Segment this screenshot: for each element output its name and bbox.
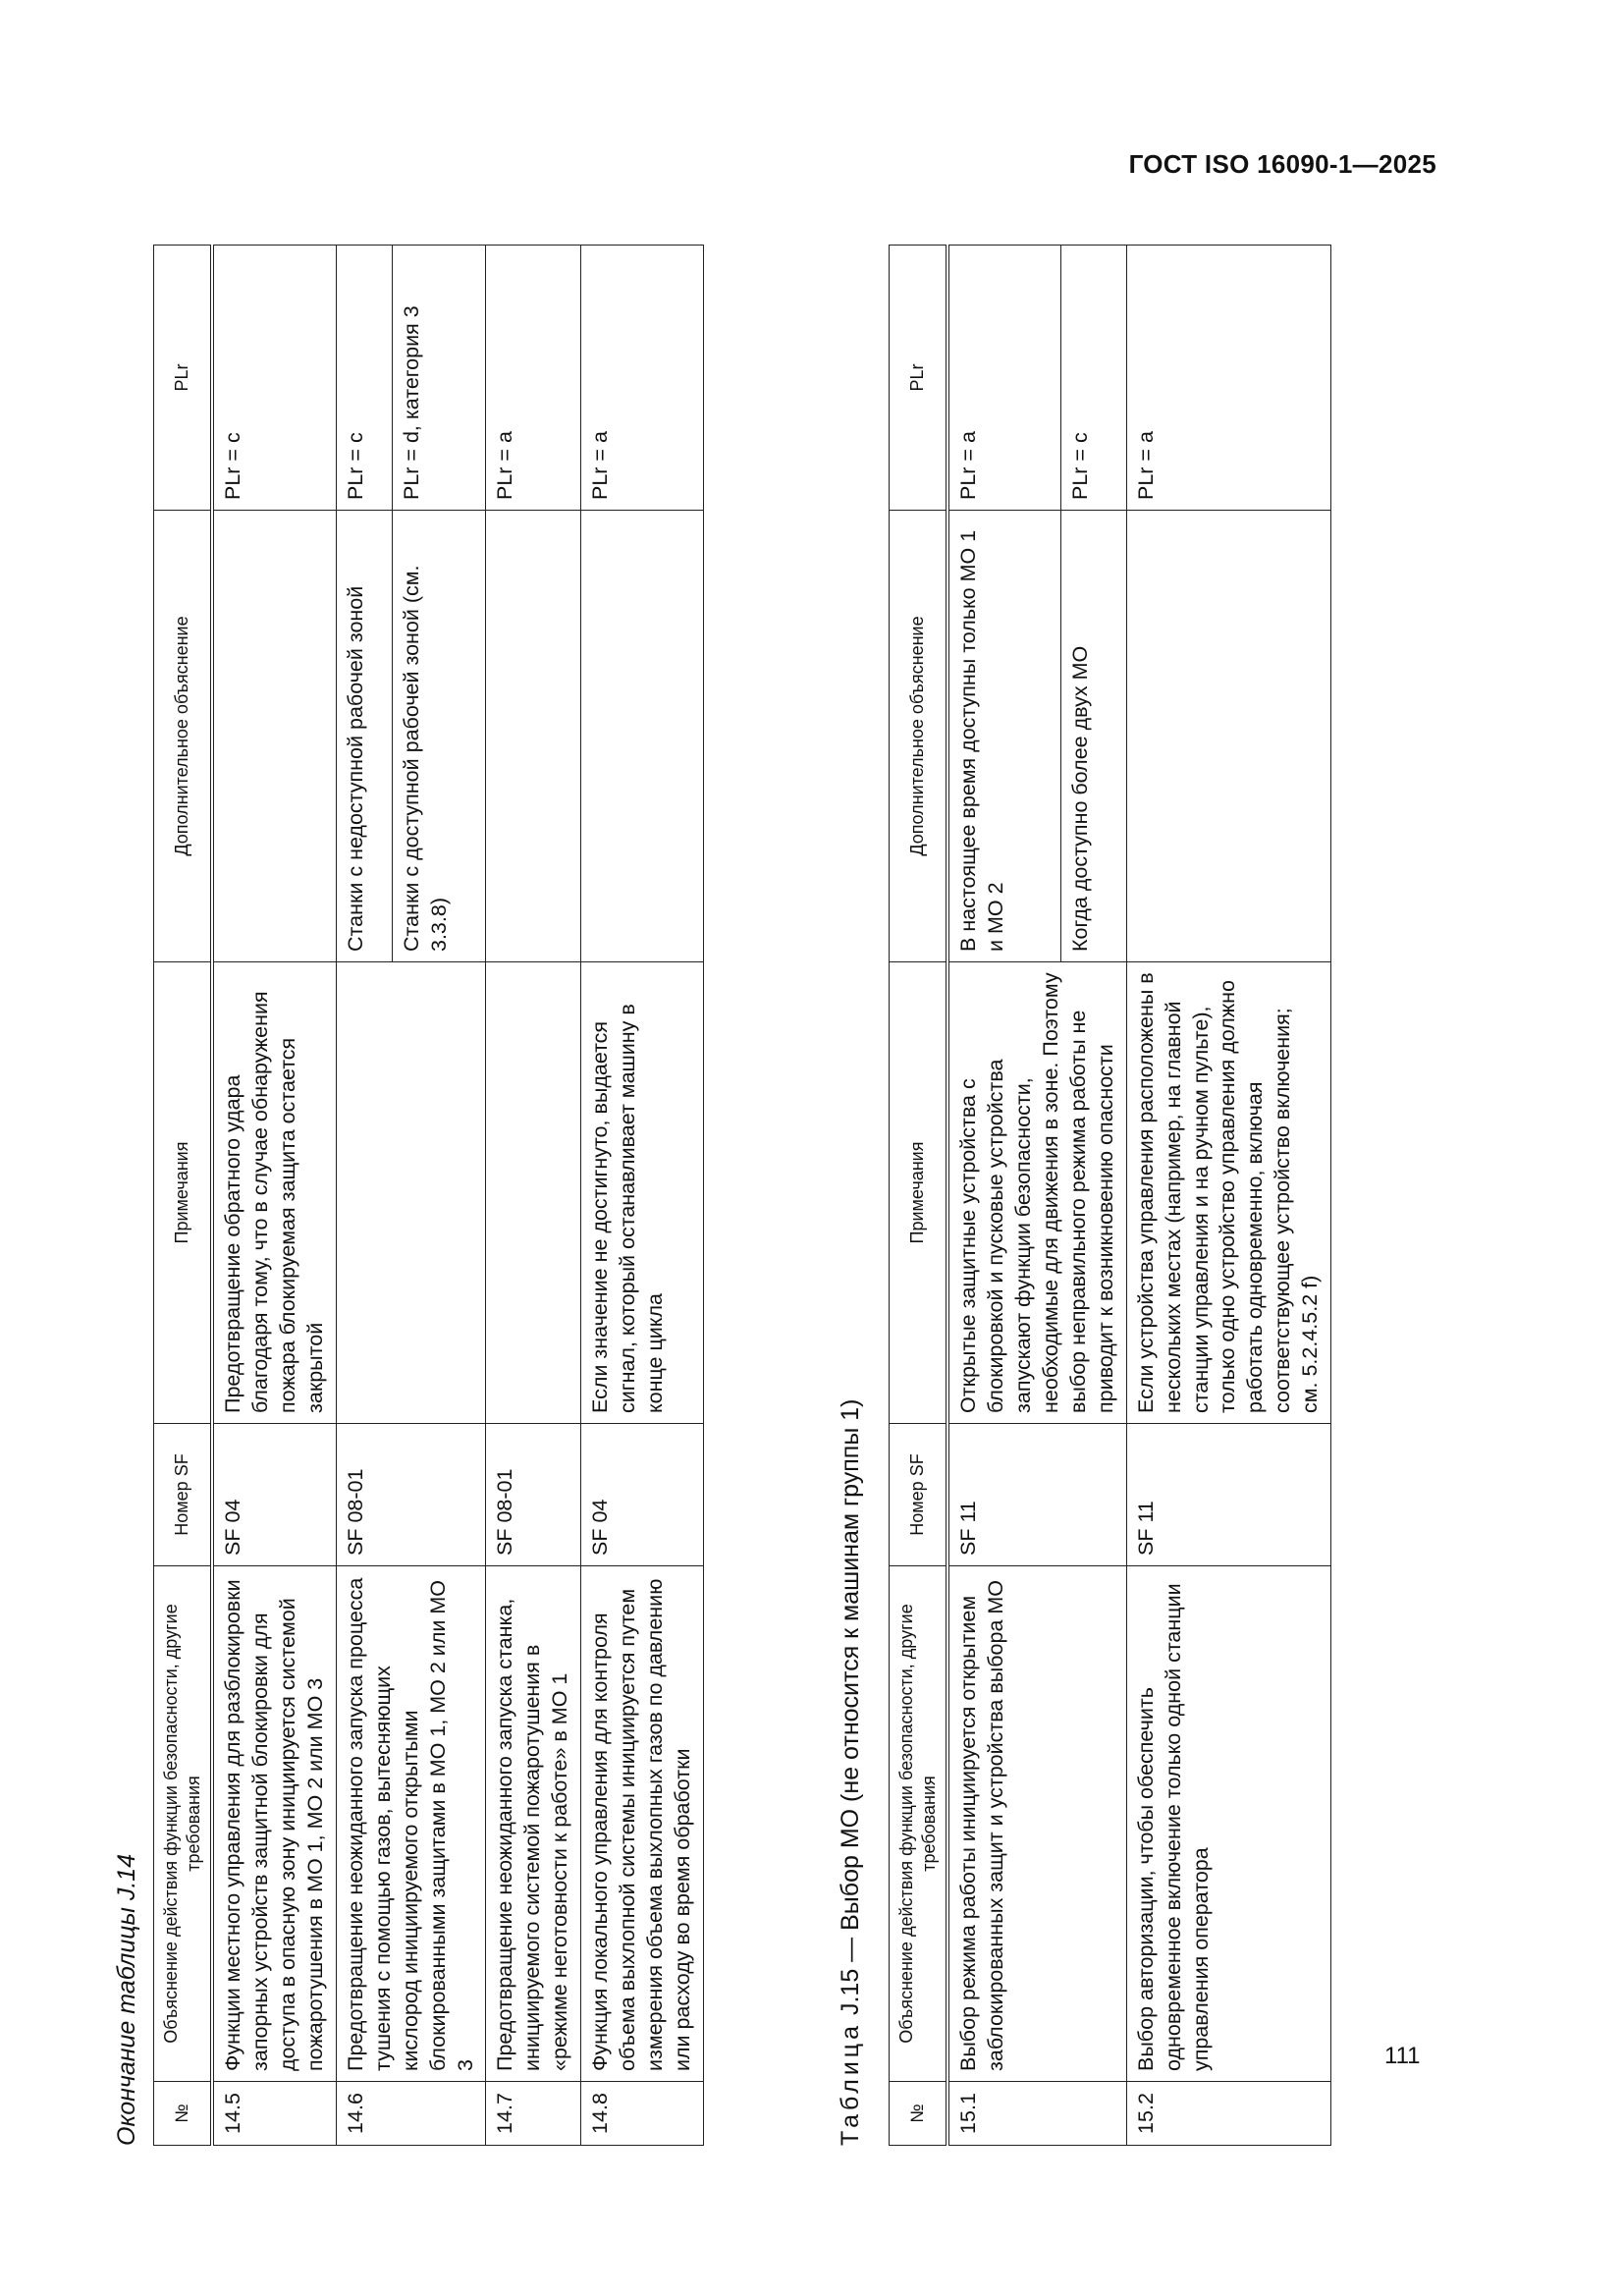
row-plr: PLr = a [486, 246, 581, 511]
row-notes [336, 962, 486, 1424]
table-row [947, 246, 1060, 2146]
column-header-plr: PLr [154, 246, 213, 511]
row-notes: Открытые защитные устройства с блокировкой и пусковые устройства запускают функции безопасности, необходимые для движения в зоне. Поэтому выбор неправильного режима работы не приводит к возникновению опасности [947, 962, 1126, 1424]
row-additional [581, 511, 704, 962]
column-header-no: № [154, 2082, 213, 2146]
row-additional [1126, 511, 1331, 962]
column-header-notes: Примечания [154, 962, 213, 1424]
row-explanation: Выбор авторизации, чтобы обеспечить одновременное включение только одной станции управления оператора [1126, 1566, 1331, 2082]
row-additional: В настоящее время доступны только МО 1 и МО 2 [947, 511, 1060, 962]
row-sf-number: SF 08-01 [336, 1424, 486, 1566]
row-explanation: Выбор режима работы инициируется открытием заблокированных защит и устройства выбора МО [947, 1566, 1126, 2082]
page-number: 111 [1384, 2043, 1421, 2069]
row-number: 14.5 [212, 2082, 336, 2146]
row-additional: Когда доступно более двух МО [1060, 511, 1126, 962]
column-header-plr: PLr [890, 246, 948, 511]
column-header-explanation: Объяснение действия функции безопасности, другие требования [154, 1566, 213, 2082]
row-notes [486, 962, 581, 1424]
row-additional: Станки с недоступной рабочей зоной [336, 511, 392, 962]
column-header-additional: Дополнительное объяснение [890, 511, 948, 962]
table-row [212, 246, 336, 2146]
row-number: 14.8 [581, 2082, 704, 2146]
row-plr: PLr = a [581, 246, 704, 511]
row-explanation: Функция локального управления для контроля объема выхлопной системы инициируется путем измерения объема выхлопных газов по давлению или расходу во время обработки [581, 1566, 704, 2082]
table-row [1126, 246, 1331, 2146]
table-j15 [889, 245, 1331, 2146]
table-title: J.15 — Выбор МО (не относится к машинам группы 1) [837, 1398, 864, 2016]
row-additional: Станки с доступной рабочей зоной (см. 3.3.8) [392, 511, 486, 962]
row-number: 14.7 [486, 2082, 581, 2146]
row-number: 15.2 [1126, 2082, 1331, 2146]
row-plr: PLr = c [212, 246, 336, 511]
row-plr: PLr = a [947, 246, 1060, 511]
table-row [486, 246, 581, 2146]
row-plr: PLr = c [1060, 246, 1126, 511]
row-sf-number: SF 08-01 [486, 1424, 581, 1566]
row-explanation: Предотвращение неожиданного запуска станка, инициируемого системой пожаротушения в «режиме неготовности к работе» в МО 1 [486, 1566, 581, 2082]
row-plr: PLr = a [1126, 246, 1331, 511]
row-notes: Если устройства управления расположены в нескольких местах (например, на главной станции управления и на ручном пульте), только одно устройство управления должно работать одновременно, включая соответствующее устройство включения; см. 5.2.4.5.2 f) [1126, 962, 1331, 1424]
column-header-explanation: Объяснение действия функции безопасности, другие требования [890, 1566, 948, 2082]
row-plr: PLr = d, категория 3 [392, 246, 486, 511]
column-header-no: № [890, 2082, 948, 2146]
row-plr: PLr = c [336, 246, 392, 511]
table-row [336, 246, 392, 2146]
row-explanation: Предотвращение неожиданного запуска процесса тушения с помощью газов, вытесняющих кислород инициируемого открытыми блокированными защитами в МО 1, МО 2 или МО 3 [336, 1566, 486, 2082]
table-row [581, 246, 704, 2146]
table-continuation-caption: Окончание таблицы J.14 [113, 1853, 140, 2146]
table-label: Таблица [837, 2021, 864, 2146]
row-sf-number: SF 04 [212, 1424, 336, 1566]
row-number: 15.1 [947, 2082, 1126, 2146]
row-additional [486, 511, 581, 962]
row-sf-number: SF 11 [1126, 1424, 1331, 1566]
column-header-notes: Примечания [890, 962, 948, 1424]
rotated-page-content [113, 226, 1389, 2146]
row-additional [212, 511, 336, 962]
column-header-sf-number: Номер SF [154, 1424, 213, 1566]
table-j14 [153, 245, 704, 2146]
document-header: ГОСТ ISO 16090-1—2025 [1128, 149, 1436, 179]
column-header-sf-number: Номер SF [890, 1424, 948, 1566]
table-j15-caption [837, 1399, 865, 2146]
row-number: 14.6 [336, 2082, 486, 2146]
column-header-additional: Дополнительное объяснение [154, 511, 213, 962]
row-sf-number: SF 04 [581, 1424, 704, 1566]
row-explanation: Функции местного управления для разблокировки запорных устройств защитной блокировки для доступа в опасную зону инициируется системой пожаротушения в МО 1, МО 2 или МО 3 [212, 1566, 336, 2082]
row-notes: Если значение не достигнуто, выдается сигнал, который останавливает машину в конце цикла [581, 962, 704, 1424]
row-notes: Предотвращение обратного удара благодаря тому, что в случае обнаружения пожара блокируемая защита остается закрытой [212, 962, 336, 1424]
row-sf-number: SF 11 [947, 1424, 1126, 1566]
